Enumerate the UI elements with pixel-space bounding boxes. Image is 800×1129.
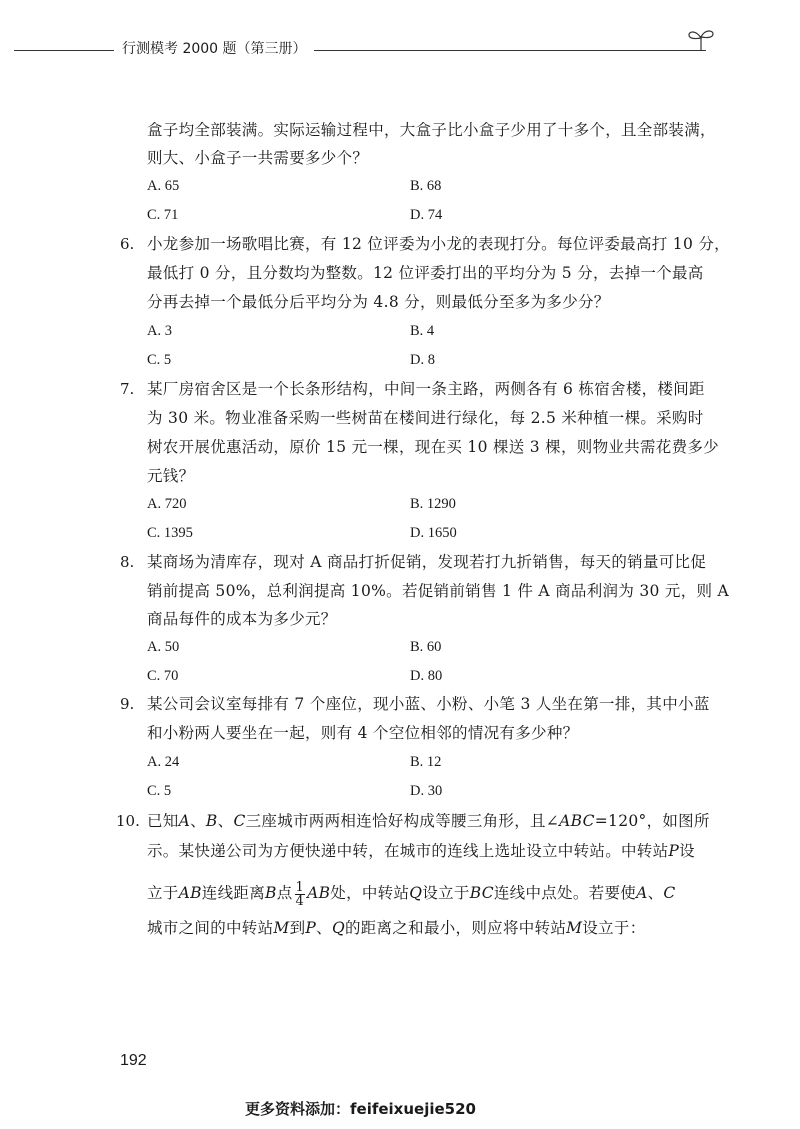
q5-option-d: D. 74 [410,207,443,223]
q6-option-a: A. 3 [147,323,172,339]
q7-option-b: B. 1290 [410,496,456,512]
q7-option-a: A. 720 [147,496,187,512]
q5-line-2: 则大、小盒子一共需要多少个？ [147,149,369,167]
q7-line-4: 元钱？ [147,467,195,485]
q10-line-1: 已知A、B、C三座城市两两相连恰好构成等腰三角形，且∠ABC=120°，如图所 [147,812,710,830]
q5-option-c: C. 71 [147,207,179,223]
q8-option-d: D. 80 [410,668,443,684]
q7-line-3: 树农开展优惠活动，原价 15 元一棵，现在买 10 棵送 3 棵，则物业共需花费多少 [147,438,719,456]
running-header [14,36,714,60]
q8-line-1: 某商场为清库存，现对 A 商品打折促销，发现若打九折销售，每天的销量可比促 [147,553,707,571]
q9-option-b: B. 12 [410,754,442,770]
q5-line-1: 盒子均全部装满。实际运输过程中，大盒子比小盒子少用了十多个，且全部装满， [147,121,716,139]
q6-line-3: 分再去掉一个最低分后平均分为 4.8 分，则最低分至多为多少分？ [147,293,610,311]
sprout-icon [686,26,716,52]
q8-option-a: A. 50 [147,639,180,655]
q6-number: 6. [120,235,135,253]
q8-line-2: 销前提高 50%，总利润提高 10%。若促销前销售 1 件 A 商品利润为 30 元，则 A [147,582,730,600]
q7-line-1: 某厂房宿舍区是一个长条形结构，中间一条主路，两侧各有 6 栋宿舍楼，楼间距 [147,380,705,398]
page-number: 192 [120,1052,147,1069]
q7-option-c: C. 1395 [147,525,193,541]
fraction-one-quarter: $\frac{1}{4}$ [295,879,305,909]
q8-line-3: 商品每件的成本为多少元？ [147,610,337,628]
q9-number: 9. [120,695,135,713]
q5-option-a: A. 65 [147,178,180,194]
q9-option-d: D. 30 [410,783,443,799]
q9-option-c: C. 5 [147,783,172,799]
footer-note: 更多资料添加：feifeixuejie520 [245,1100,476,1118]
q9-option-a: A. 24 [147,754,180,770]
q5-option-b: B. 68 [410,178,442,194]
q6-option-c: C. 5 [147,352,172,368]
header-title: 行测模考 2000 题（第三册） [122,41,307,57]
header-rule-left [14,50,114,51]
q8-number: 8. [120,553,135,571]
q7-option-d: D. 1650 [410,525,457,541]
q9-line-1: 某公司会议室每排有 7 个座位，现小蓝、小粉、小笔 3 人坐在第一排，其中小蓝 [147,695,710,713]
q10-line-2: 示。某快递公司为方便快递中转，在城市的连线上选址设立中转站。中转站P设 [147,842,695,860]
q6-line-2: 最低打 0 分，且分数均为整数。12 位评委打出的平均分为 5 分，去掉一个最高 [147,264,704,282]
q7-line-2: 为 30 米。物业准备采购一些树苗在楼间进行绿化，每 2.5 米种植一棵。采购时 [147,409,704,427]
header-rule-right [314,50,706,51]
q10-line-4: 城市之间的中转站M到P、Q的距离之和最小，则应将中转站M设立于： [147,919,646,937]
q6-option-d: D. 8 [410,352,435,368]
q9-line-2: 和小粉两人要坐在一起，则有 4 个空位相邻的情况有多少种？ [147,724,579,742]
q10-number: 10. [116,812,140,830]
q6-option-b: B. 4 [410,323,435,339]
q10-line-3: 立于AB连线距离B点 $\frac{1}{4}$ AB处，中转站Q设立于BC连线中点处。若要使A、C [147,879,676,909]
q7-number: 7. [120,380,135,398]
q8-option-b: B. 60 [410,639,442,655]
q6-line-1: 小龙参加一场歌唱比赛，有 12 位评委为小龙的表现打分。每位评委最高打 10 分， [147,235,730,253]
q8-option-c: C. 70 [147,668,179,684]
